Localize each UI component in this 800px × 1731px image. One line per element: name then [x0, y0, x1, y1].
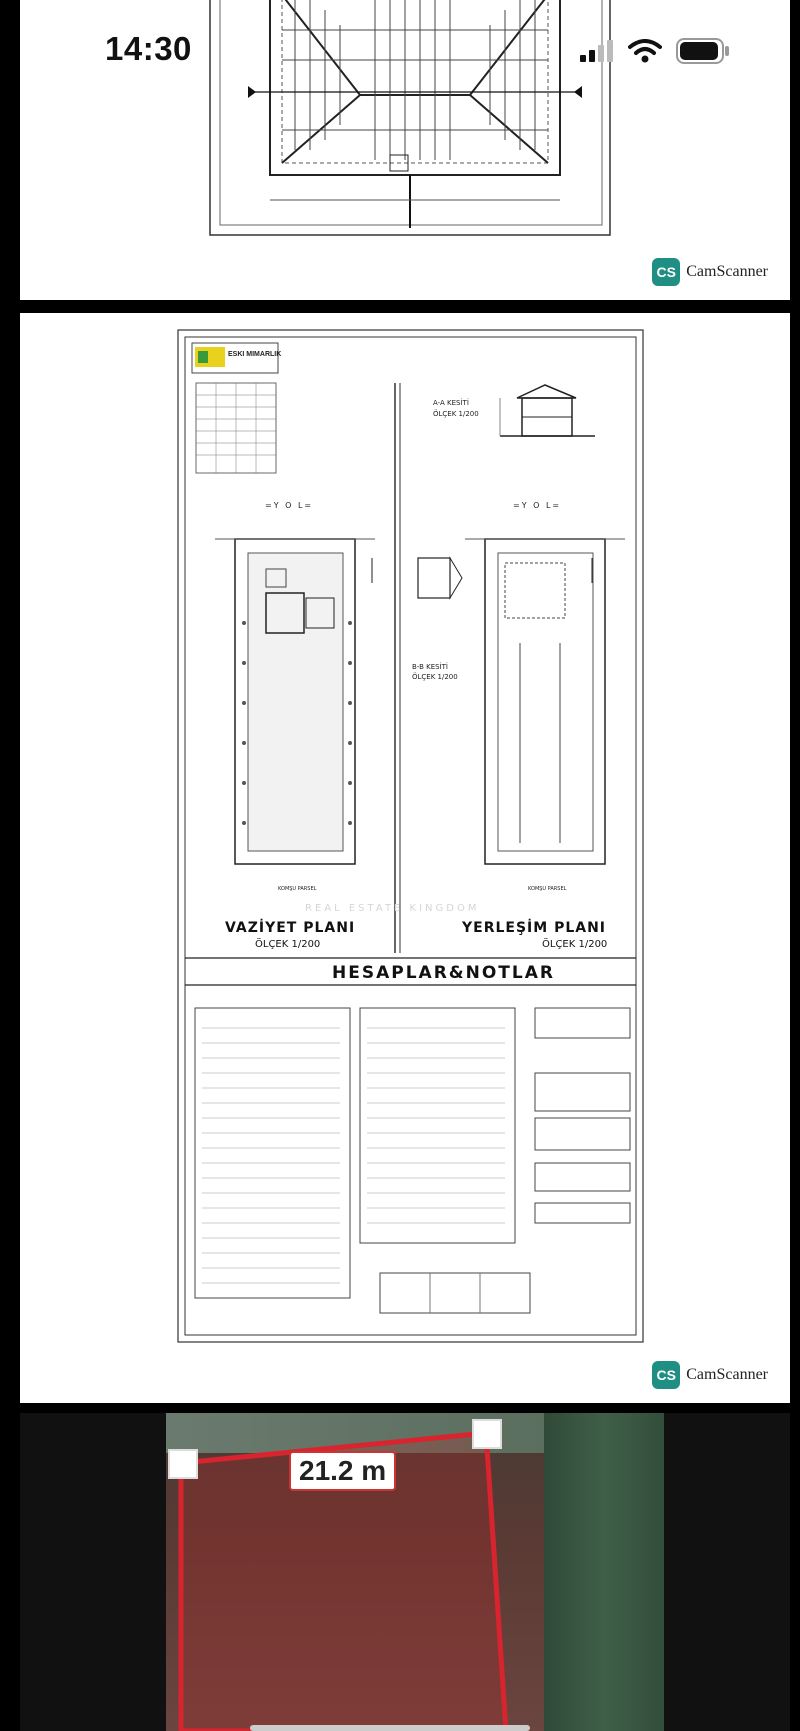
scanned-page-site-plan[interactable] — [20, 313, 790, 1403]
measure-handle-right[interactable] — [472, 1419, 502, 1449]
left-plan-scale: ÖLÇEK 1/200 — [255, 939, 321, 950]
section-aa-scale: ÖLÇEK 1/200 — [433, 410, 479, 418]
camscanner-badge — [652, 1361, 768, 1389]
site-plan-drawing — [20, 313, 790, 1403]
left-plan-title: VAZİYET PLANI — [225, 920, 356, 936]
notes-title: HESAPLAR&NOTLAR — [332, 963, 555, 983]
satellite-photo — [166, 1413, 664, 1731]
road-label-left: =Y O L= — [265, 501, 314, 510]
road-label-right: =Y O L= — [513, 501, 562, 510]
battery-icon — [676, 38, 730, 64]
section-bb-scale: ÖLÇEK 1/200 — [412, 673, 458, 681]
camscanner-label: CamScanner — [686, 263, 768, 280]
firm-logo-text: ESKI MIMARLIK — [228, 351, 282, 358]
right-plan-title: YERLEŞİM PLANI — [462, 920, 607, 936]
cellular-signal-icon — [580, 40, 614, 62]
neighbor-label-right: KOMŞU PARSEL — [528, 886, 567, 892]
camscanner-label: CamScanner — [686, 1366, 768, 1383]
measure-handle-left[interactable] — [168, 1449, 198, 1479]
camscanner-badge — [652, 258, 768, 286]
status-icons — [580, 38, 730, 64]
status-bar — [0, 0, 800, 110]
home-indicator[interactable] — [250, 1725, 530, 1731]
status-time: 14:30 — [105, 30, 192, 67]
section-bb-title: B-B KESİTİ — [412, 663, 448, 671]
measurement-label: 21.2 m — [289, 1451, 396, 1491]
parcel-outline — [166, 1413, 664, 1731]
section-aa-title: A-A KESİTİ — [433, 399, 469, 407]
camscanner-logo-icon: CS — [652, 258, 680, 286]
wifi-icon — [628, 39, 662, 63]
satellite-measurement-image[interactable] — [20, 1413, 790, 1731]
neighbor-label-left: KOMŞU PARSEL — [278, 886, 317, 892]
right-plan-scale: ÖLÇEK 1/200 — [542, 939, 608, 950]
watermark-text: REAL ESTATE KINGDOM — [305, 903, 480, 914]
camscanner-logo-icon: CS — [652, 1361, 680, 1389]
section-aa-drawing — [500, 385, 595, 436]
